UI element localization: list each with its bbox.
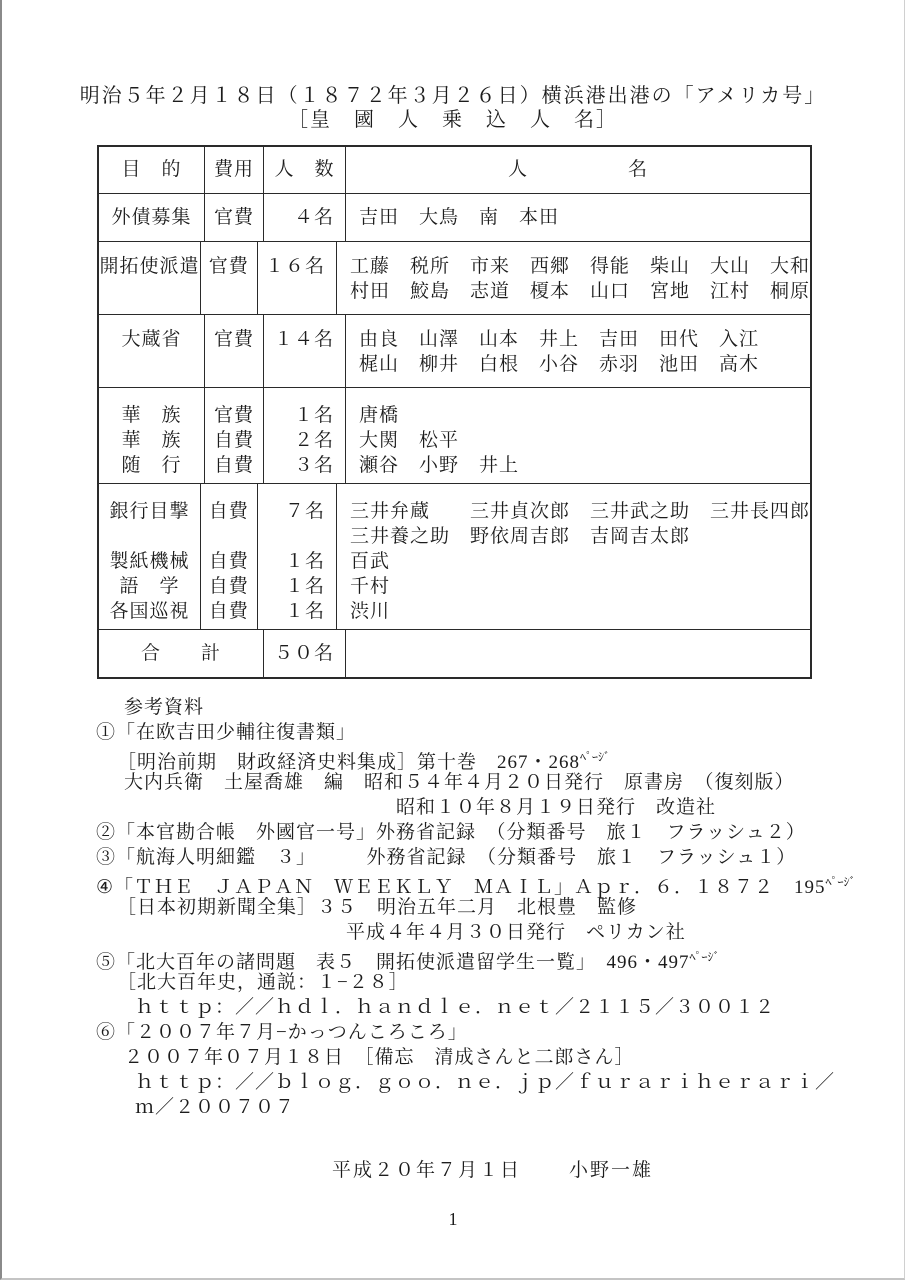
table-row-group-kazoku — [99, 387, 810, 483]
names-cell: 唐橋 大関 松平 瀬谷 小野 井上 — [359, 405, 520, 476]
total-label-cell: 合 計 — [99, 630, 264, 677]
table-header-row — [99, 147, 810, 193]
names-cell: 三井弁蔵 三井貞次郎 三井武之助 三井長四郎 三井養之助 野依周吉郎 吉岡吉太郎 百武 千村 渋川 — [349, 501, 810, 622]
reference-line-8: ［日本初期新聞全集］３５ 明治五年二月 北根豊 監修 — [117, 897, 638, 918]
count-cell: ４名 — [264, 194, 346, 241]
purpose-cell: 大蔵省 — [99, 315, 205, 387]
table-row-group-jihi — [99, 483, 810, 629]
purpose-cell: 開拓使派遣 — [99, 242, 201, 314]
reference-line-6: ③「航海人明細鑑 ３」 外務省記録 （分類番号 旅１ フラッシュ１） — [96, 847, 797, 868]
footer-author: 小野一雄 — [569, 1160, 654, 1181]
header-names: 人 名 — [507, 159, 648, 180]
reference-line-2: ［明治前期 財政経済史料集成］第十巻 267・$268^{ﾍﾟｰｼﾞ}$ — [117, 750, 611, 773]
document-title — [2, 84, 904, 132]
footer-date: 平成２０年７月１日 — [332, 1160, 522, 1181]
total-count-cell: ５０名 — [264, 630, 346, 677]
passenger-table — [97, 145, 812, 679]
cost-cell: 官費 — [205, 315, 264, 387]
reference-line-3: 大内兵衛 土屋喬雄 編 昭和５４年４月２０日発行 原書房 （復刻版） — [124, 772, 795, 793]
count-cell: １４名 — [264, 315, 346, 387]
count-cell: １名 ２名 ３名 — [264, 388, 346, 483]
reference-line-12-url: ｈｔｔｐ：／／ｈｄｌ．ｈａｎｄｌｅ．ｎｅｔ／２１１５／３００１２ — [135, 997, 776, 1018]
references-heading: 参考資料 — [124, 697, 205, 718]
reference-line-9: 平成４年４月３０日発行 ペリカン社 — [346, 922, 686, 943]
title-line-1: 明治５年２月１８日（１８７２年３月２６日）横浜港出港の「アメリカ号」 — [79, 85, 827, 107]
names-cell: 吉田 大鳥 南 本田 — [359, 207, 560, 228]
reference-line-16-url: ｍ／２００７０７ — [135, 1097, 296, 1118]
reference-line-15-url: ｈｔｔｐ：／／ｂｌｏｇ．ｇｏｏ．ｎｅ．ｊｐ／ｆｕｒａｒｉｈｅｒａｒｉ／ — [135, 1072, 836, 1093]
purpose-cell: 外債募集 — [99, 194, 205, 241]
reference-line-13: ⑥「２００７年７月−かっつんころころ」 — [96, 1022, 468, 1043]
total-names-cell — [346, 630, 810, 677]
page-number: 1 — [448, 1209, 458, 1229]
table-row-okurasho — [99, 314, 810, 387]
page-suffix: ﾍﾟｰｼﾞ — [689, 950, 720, 964]
page-suffix: ﾍﾟｰｼﾞ — [580, 750, 611, 764]
header-cost: 費用 — [205, 147, 264, 193]
cost-cell: 官費 — [205, 194, 264, 241]
header-purpose: 目 的 — [99, 147, 205, 193]
footer — [332, 1158, 904, 1183]
reference-line-11: ［北大百年史，通説：１−２８］ — [117, 972, 409, 993]
table-row-total — [99, 629, 810, 677]
page-suffix: ﾍﾟｰｼﾞ — [825, 875, 856, 889]
names-cell: 由良 山澤 山本 井上 吉田 田代 入江 梶山 柳井 白根 小谷 赤羽 池田 高木 — [359, 329, 760, 375]
reference-line-10: ⑤「北大百年の諸問題 表５ 開拓使派遣留学生一覧」 496・$497^{ﾍﾟｰｼﾞ}$ — [96, 950, 720, 973]
title-line-2: ［皇 國 人 乗 込 人 名］ — [288, 109, 618, 131]
table-row-gaisai — [99, 193, 810, 241]
reference-line-14: ２００７年０７月１８日 ［備忘 清成さんと二郎さん］ — [124, 1047, 635, 1068]
document-body — [2, 0, 904, 1232]
reference-line-5: ②「本官勘合帳 外國官一号」外務省記録 （分類番号 旅１ フラッシュ２） — [96, 822, 806, 843]
purpose-cell: 銀行目撃 製紙機械 語 学 各国巡視 — [99, 484, 201, 629]
table-row-kaitakushi — [99, 241, 810, 314]
reference-line-1: ①「在欧吉田少輔往復書類」 — [96, 722, 357, 743]
header-count: 人 数 — [264, 147, 346, 193]
reference-line-4: 昭和１０年８月１９日発行 改造社 — [396, 797, 717, 818]
references-section — [2, 695, 904, 1120]
cost-cell: 官費 自費 自費 — [205, 388, 264, 483]
count-cell: ７名 １名 １名 １名 — [258, 484, 337, 629]
count-cell: １６名 — [258, 242, 337, 314]
reference-line-7: ④「ＴＨＥ ＪＡＰＡＮ ＷＥＥＫＬＹ ＭＡＩＬ」Ａｐｒ．６．１８７２ $195^{ﾍﾟｰｼﾞ}$ — [96, 875, 856, 898]
purpose-cell: 華 族 華 族 随 行 — [99, 388, 205, 483]
names-cell: 工藤 税所 市来 西郷 得能 柴山 大山 大和 村田 鮫島 志道 榎本 山口 宮地 江村 桐原 — [349, 256, 810, 302]
cost-cell: 官費 — [201, 242, 258, 314]
cost-cell: 自費 自費 自費 自費 — [201, 484, 258, 629]
